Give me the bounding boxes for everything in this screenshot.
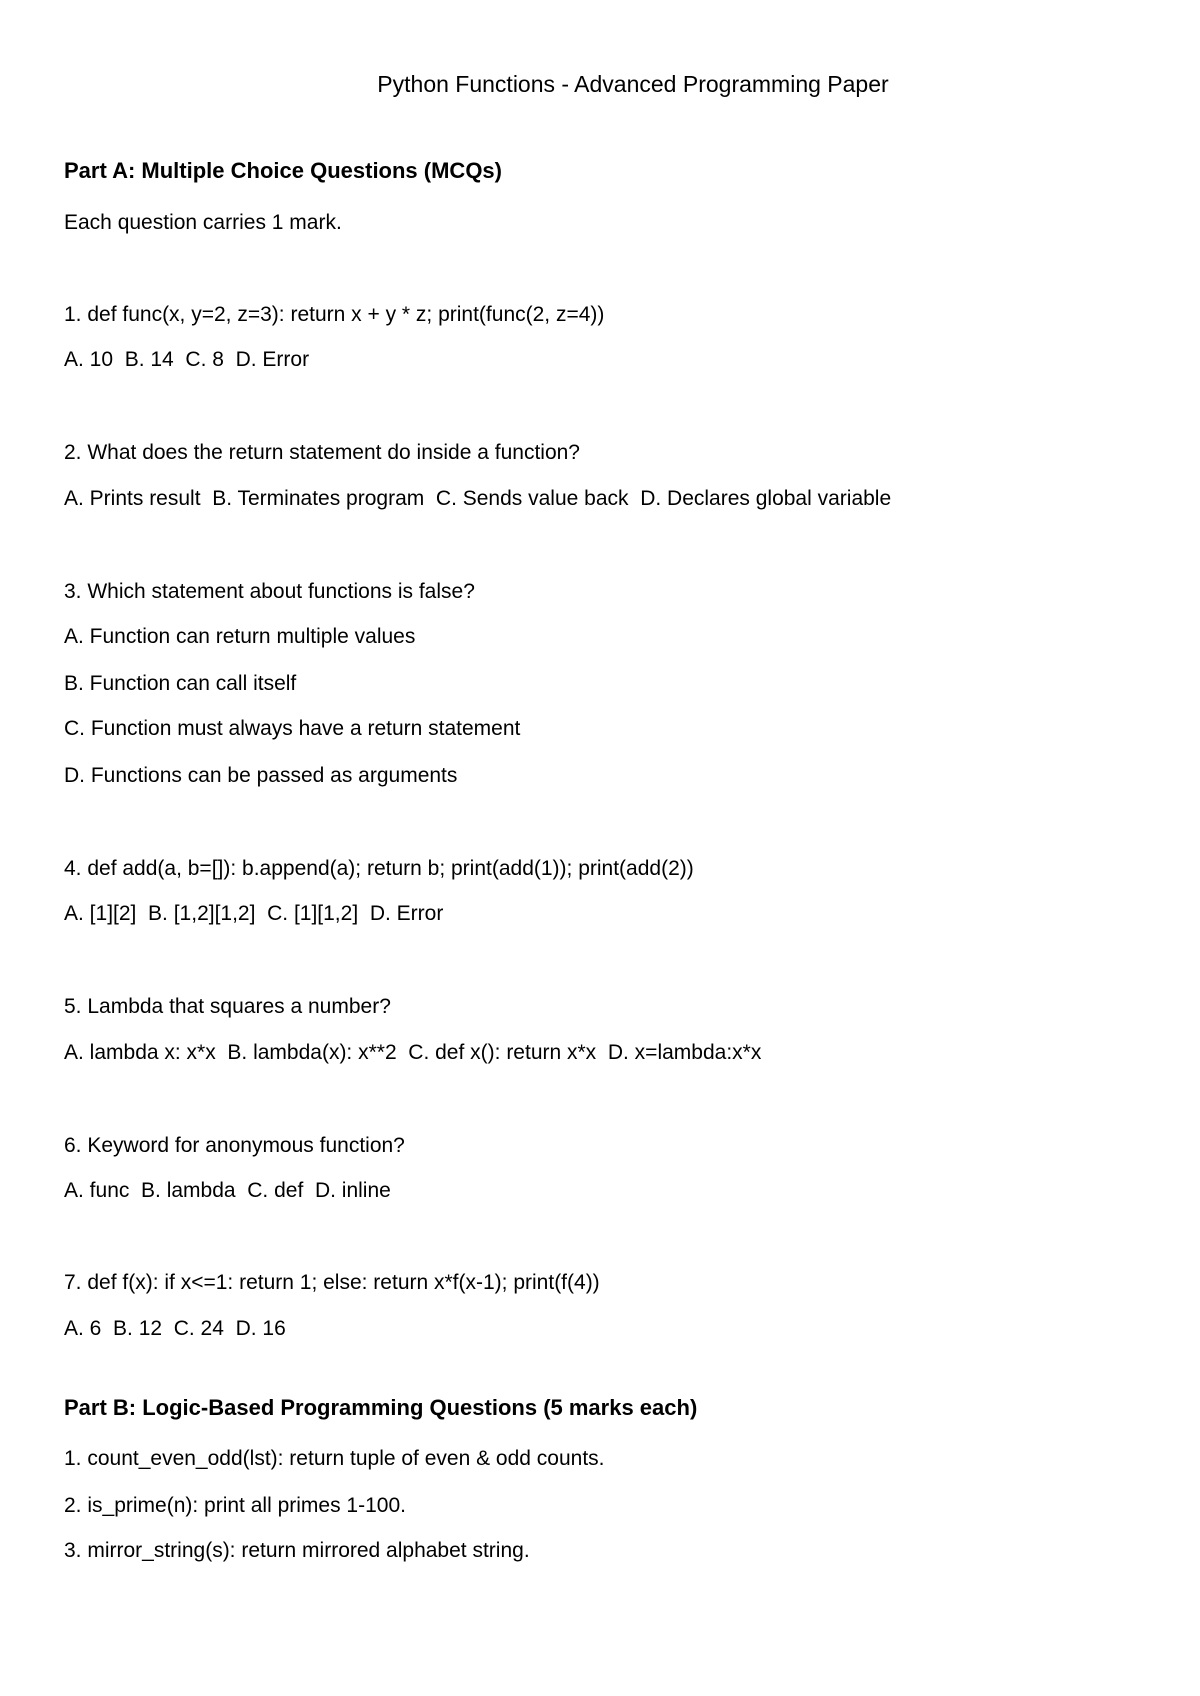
question-4: 4. def add(a, b=[]): b.append(a); return b; print(add(1)); print(add(2))	[64, 857, 694, 880]
question-3-option-c: C. Function must always have a return statement	[64, 717, 521, 740]
part-b-item-2: 2. is_prime(n): print all primes 1-100.	[64, 1494, 406, 1517]
part-a-heading: Part A: Multiple Choice Questions (MCQs)	[64, 158, 502, 183]
question-2-options: A. Prints result B. Terminates program C. Sends value back D. Declares global variable	[64, 487, 892, 510]
question-5-options: A. lambda x: x*x B. lambda(x): x**2 C. def x(): return x*x D. x=lambda:x*x	[64, 1041, 762, 1064]
question-7-options: A. 6 B. 12 C. 24 D. 16	[64, 1317, 286, 1340]
document-title: Python Functions - Advanced Programming Paper	[377, 71, 889, 97]
question-6: 6. Keyword for anonymous function?	[64, 1134, 405, 1157]
question-3-option-b: B. Function can call itself	[64, 672, 297, 695]
question-1: 1. def func(x, y=2, z=3): return x + y * z; print(func(2, z=4))	[64, 303, 605, 326]
question-1-options: A. 10 B. 14 C. 8 D. Error	[64, 348, 310, 371]
question-3: 3. Which statement about functions is false?	[64, 580, 475, 603]
part-b-item-3: 3. mirror_string(s): return mirrored alphabet string.	[64, 1539, 530, 1562]
part-a-note: Each question carries 1 mark.	[64, 211, 342, 234]
question-5: 5. Lambda that squares a number?	[64, 995, 391, 1018]
question-3-option-d: D. Functions can be passed as arguments	[64, 764, 458, 787]
question-4-options: A. [1][2] B. [1,2][1,2] C. [1][1,2] D. Error	[64, 902, 444, 925]
part-b-item-1: 1. count_even_odd(lst): return tuple of even & odd counts.	[64, 1447, 605, 1470]
question-6-options: A. func B. lambda C. def D. inline	[64, 1179, 391, 1202]
question-3-option-a: A. Function can return multiple values	[64, 625, 416, 648]
part-b-heading: Part B: Logic-Based Programming Questions (5 marks each)	[64, 1395, 698, 1420]
question-2: 2. What does the return statement do inside a function?	[64, 441, 580, 464]
question-7: 7. def f(x): if x<=1: return 1; else: return x*f(x-1); print(f(4))	[64, 1271, 600, 1294]
